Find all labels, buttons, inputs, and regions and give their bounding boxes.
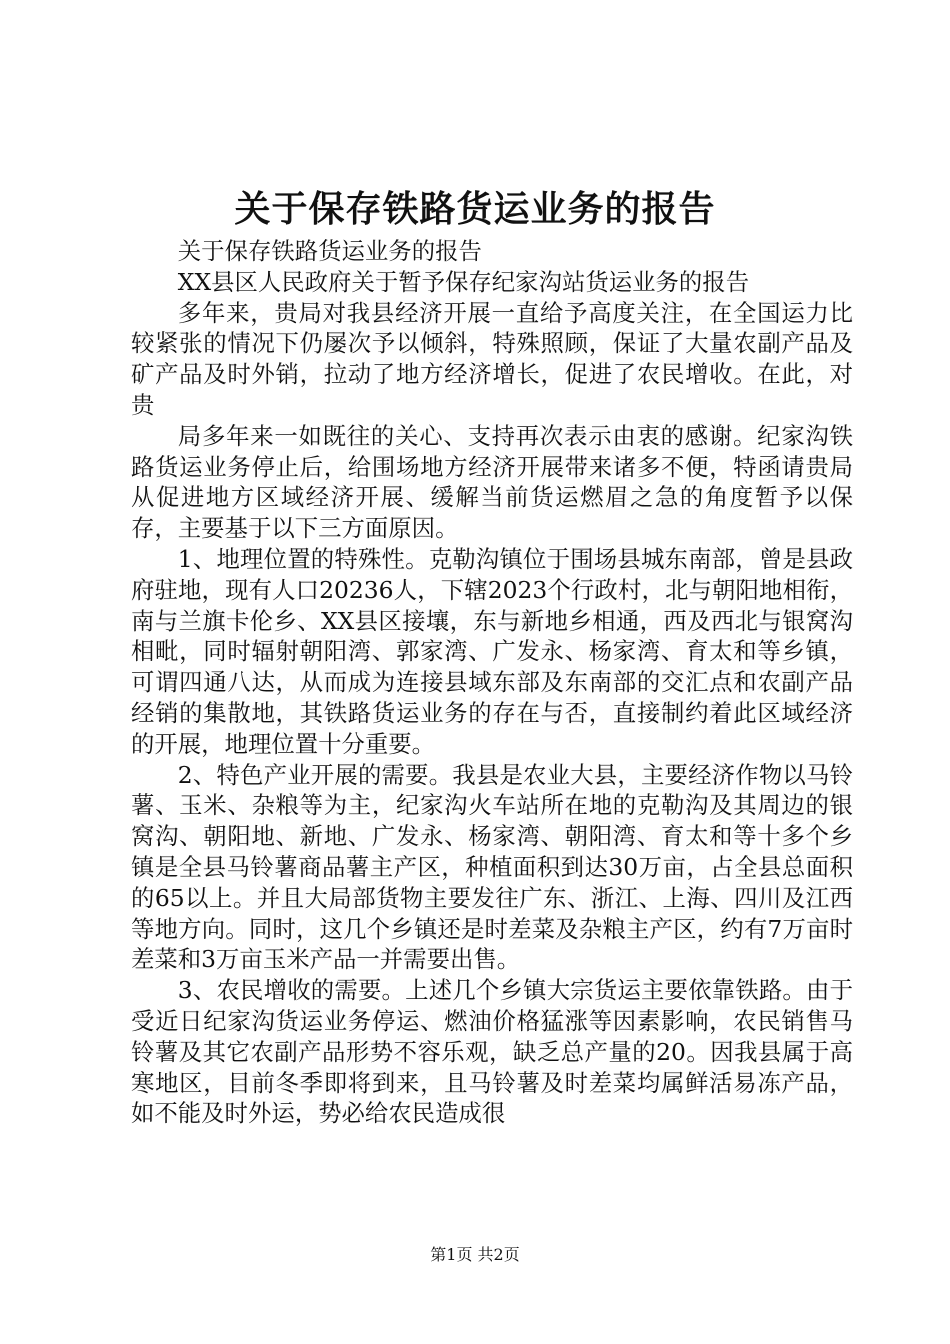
- page-footer: 第1页 共2页: [430, 1245, 520, 1264]
- paragraph-subtitle: 关于保存铁路货运业务的报告: [177, 237, 482, 265]
- paragraph-reason-3: 3、农民增收的需要。上述几个乡镇大宗货运主要依靠铁路。由于受近日纪家沟货运业务停运、燃油价格猛涨等因素影响，农民销售马铃薯及其它农副产品形势不容乐观，缺乏总产量的20。因我县属于高寒地区，目前冬季即将到来，且马铃薯及时差菜均属鲜活易冻产品，如不能及时外运，势必给农民造成很: [131, 976, 853, 1128]
- paragraph-intro: 多年来，贵局对我县经济开展一直给予高度关注，在全国运力比较紧张的情况下仍屡次予以倾斜，特殊照顾，保证了大量农副产品及矿产品及时外销，拉动了地方经济增长，促进了农民增收。在此，对贵: [131, 298, 853, 419]
- paragraph-reason-2: 2、特色产业开展的需要。我县是农业大县，主要经济作物以马铃薯、玉米、杂粮等为主，纪家沟火车站所在地的克勒沟及其周边的银窝沟、朝阳地、新地、广发永、杨家湾、朝阳湾、育太和等十多个乡镇是全县马铃薯商品薯主产区，种植面积到达30万亩，占全县总面积的65以上。并且大局部货物主要发往广东、浙江、上海、四川及江西等地方向。同时，这几个乡镇还是时差菜及杂粮主产区，约有7万亩时差菜和3万亩玉米产品一并需要出售。: [131, 760, 853, 974]
- paragraph-heading: XX县区人民政府关于暂予保存纪家沟站货运业务的报告: [177, 267, 750, 296]
- paragraph-thanks: 局多年来一如既往的关心、支持再次表示由衷的感谢。纪家沟铁路货运业务停止后，给围场地方经济开展带来诸多不便，特函请贵局从促进地方区域经济开展、缓解当前货运燃眉之急的角度暂予以保存，主要基于以下三方面原因。: [131, 421, 853, 543]
- document-title: 关于保存铁路货运业务的报告: [234, 188, 716, 230]
- paragraph-reason-1: 1、地理位置的特殊性。克勒沟镇位于围场县城东南部，曾是县政府驻地，现有人口20236人，下辖2023个行政村，北与朝阳地相衔，南与兰旗卡伦乡、XX县区接壤，东与新地乡相通，西及西北与银窝沟相毗，同时辐射朝阳湾、郭家湾、广发永、杨家湾、育太和等乡镇，可谓四通八达，从而成为连接县域东部及东南部的交汇点和农副产品经销的集散地，其铁路货运业务的存在与否，直接制约着此区域经济的开展，地理位置十分重要。: [131, 544, 853, 758]
- document-body: [131, 236, 853, 1129]
